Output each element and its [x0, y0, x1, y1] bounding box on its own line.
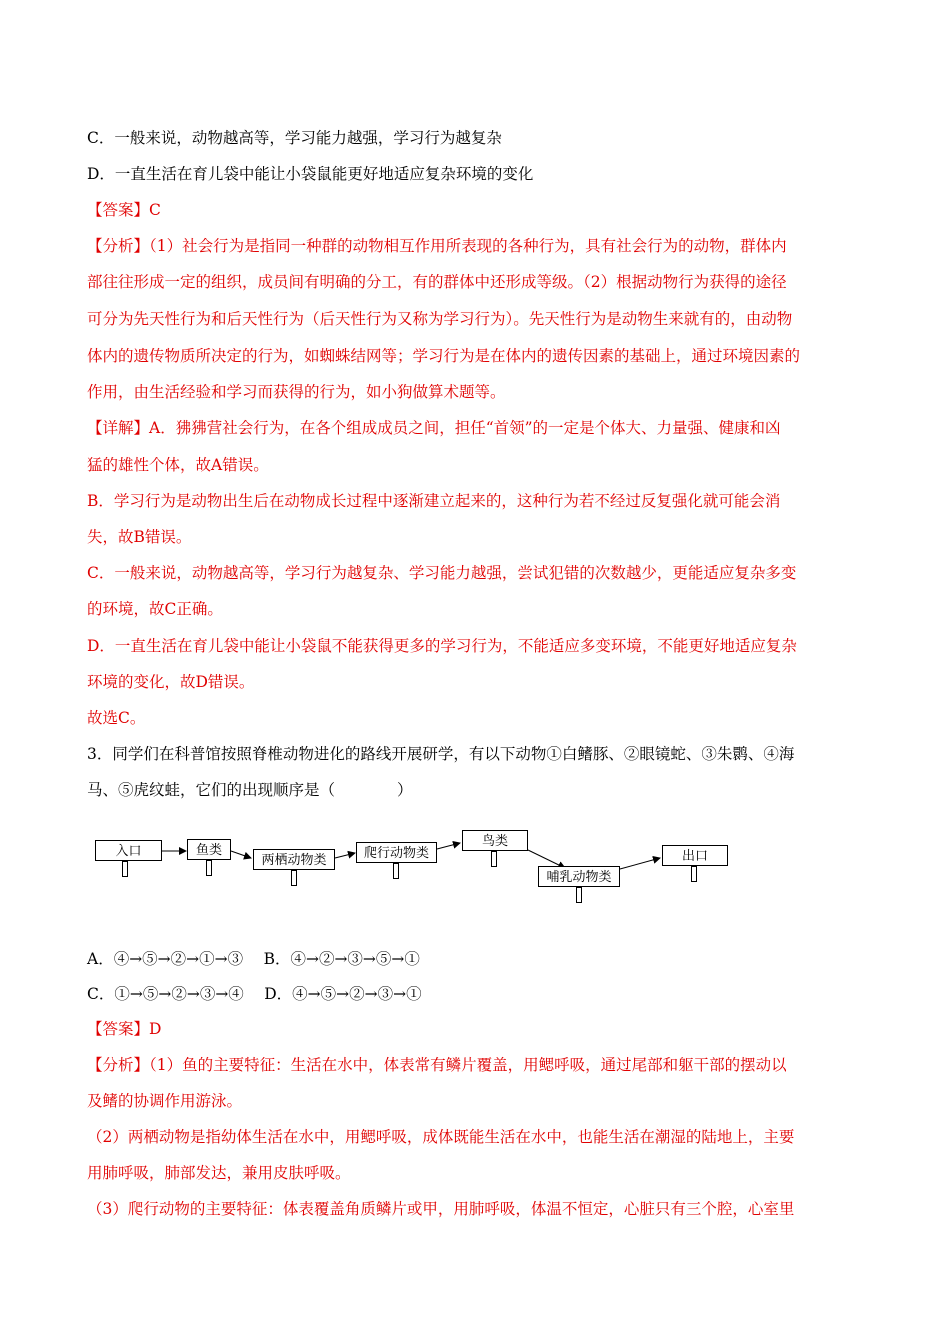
evolution-route-diagram	[90, 825, 740, 915]
analysis-text: （3）爬行动物的主要特征：体表覆盖角质鳞片或甲，用肺呼吸，体温不恒定，心脏只有三个腔，心室里	[87, 1200, 795, 1218]
detail-text: 失，故B错误。	[87, 528, 192, 546]
bird-box: 鸟类	[462, 830, 528, 851]
options-ab: A．④→⑤→②→①→③ B．④→②→③→⑤→①	[87, 950, 420, 968]
answer-label: 【答案】C	[87, 201, 161, 219]
sign-post	[291, 870, 297, 886]
sign-post	[576, 887, 582, 903]
question-text: 3．同学们在科普馆按照脊椎动物进化的路线开展研学，有以下动物①白鳍豚、②眼镜蛇、③朱鹮、④海	[87, 745, 795, 763]
detail-text: B．学习行为是动物出生后在动物成长过程中逐渐建立起来的，这种行为若不经过反复强化就可能会消	[87, 492, 781, 510]
entrance-box: 入口	[95, 840, 162, 861]
option-d: D．一直生活在育儿袋中能让小袋鼠能更好地适应复杂环境的变化	[87, 165, 534, 183]
fish-box: 鱼类	[187, 839, 231, 860]
analysis-text: 及鳍的协调作用游泳。	[87, 1092, 243, 1110]
conclusion-text: 故选C。	[87, 709, 146, 727]
answer-label: 【答案】D	[87, 1020, 162, 1038]
option-c: C．一般来说，动物越高等，学习能力越强，学习行为越复杂	[87, 129, 502, 147]
detail-text: 猛的雄性个体，故A错误。	[87, 456, 269, 474]
detail-text: D．一直生活在育儿袋中能让小袋鼠不能获得更多的学习行为，不能适应多变环境，不能更好地适应复杂	[87, 637, 797, 655]
sign-post	[491, 851, 497, 867]
mammal-box: 哺乳动物类	[538, 866, 620, 887]
analysis-text: （2）两栖动物是指幼体生活在水中，用鳃呼吸，成体既能生活在水中，也能生活在潮湿的陆地上，主要	[87, 1128, 795, 1146]
question-text: 马、⑤虎纹蛙，它们的出现顺序是（ ）	[87, 781, 413, 799]
detail-text: 【详解】A．狒狒营社会行为，在各个组成成员之间，担任“首领”的一定是个体大、力量强、健康和凶	[87, 419, 781, 437]
amphibian-box: 两栖动物类	[253, 849, 335, 870]
sign-post	[122, 861, 128, 877]
detail-text: C．一般来说，动物越高等，学习行为越复杂、学习能力越强，尝试犯错的次数越少，更能适应复杂多变	[87, 564, 797, 582]
analysis-text: 作用，由生活经验和学习而获得的行为，如小狗做算术题等。	[87, 383, 506, 401]
options-cd: C．①→⑤→②→③→④ D．④→⑤→②→③→①	[87, 985, 422, 1003]
analysis-text: 用肺呼吸，肺部发达，兼用皮肤呼吸。	[87, 1164, 351, 1182]
sign-post	[393, 863, 399, 879]
exit-box: 出口	[662, 845, 728, 866]
analysis-text: 体内的遗传物质所决定的行为，如蜘蛛结网等；学习行为是在体内的遗传因素的基础上，通过环境因素的	[87, 347, 801, 365]
analysis-text: 可分为先天性行为和后天性行为（后天性行为又称为学习行为）。先天性行为是动物生来就有的，由动物	[87, 310, 793, 328]
analysis-text: 【分析】（1）鱼的主要特征：生活在水中，体表常有鳞片覆盖，用鳃呼吸，通过尾部和躯干部的摆动以	[87, 1056, 787, 1074]
reptile-box: 爬行动物类	[356, 842, 437, 863]
analysis-text: 部往往形成一定的组织，成员间有明确的分工，有的群体中还形成等级。（2）根据动物行为获得的途径	[87, 273, 787, 291]
sign-post	[206, 860, 212, 876]
analysis-text: 【分析】（1）社会行为是指同一种群的动物相互作用所表现的各种行为，具有社会行为的动物，群体内	[87, 237, 787, 255]
detail-text: 环境的变化，故D错误。	[87, 673, 255, 691]
sign-post	[691, 866, 697, 882]
detail-text: 的环境，故C正确。	[87, 600, 223, 618]
